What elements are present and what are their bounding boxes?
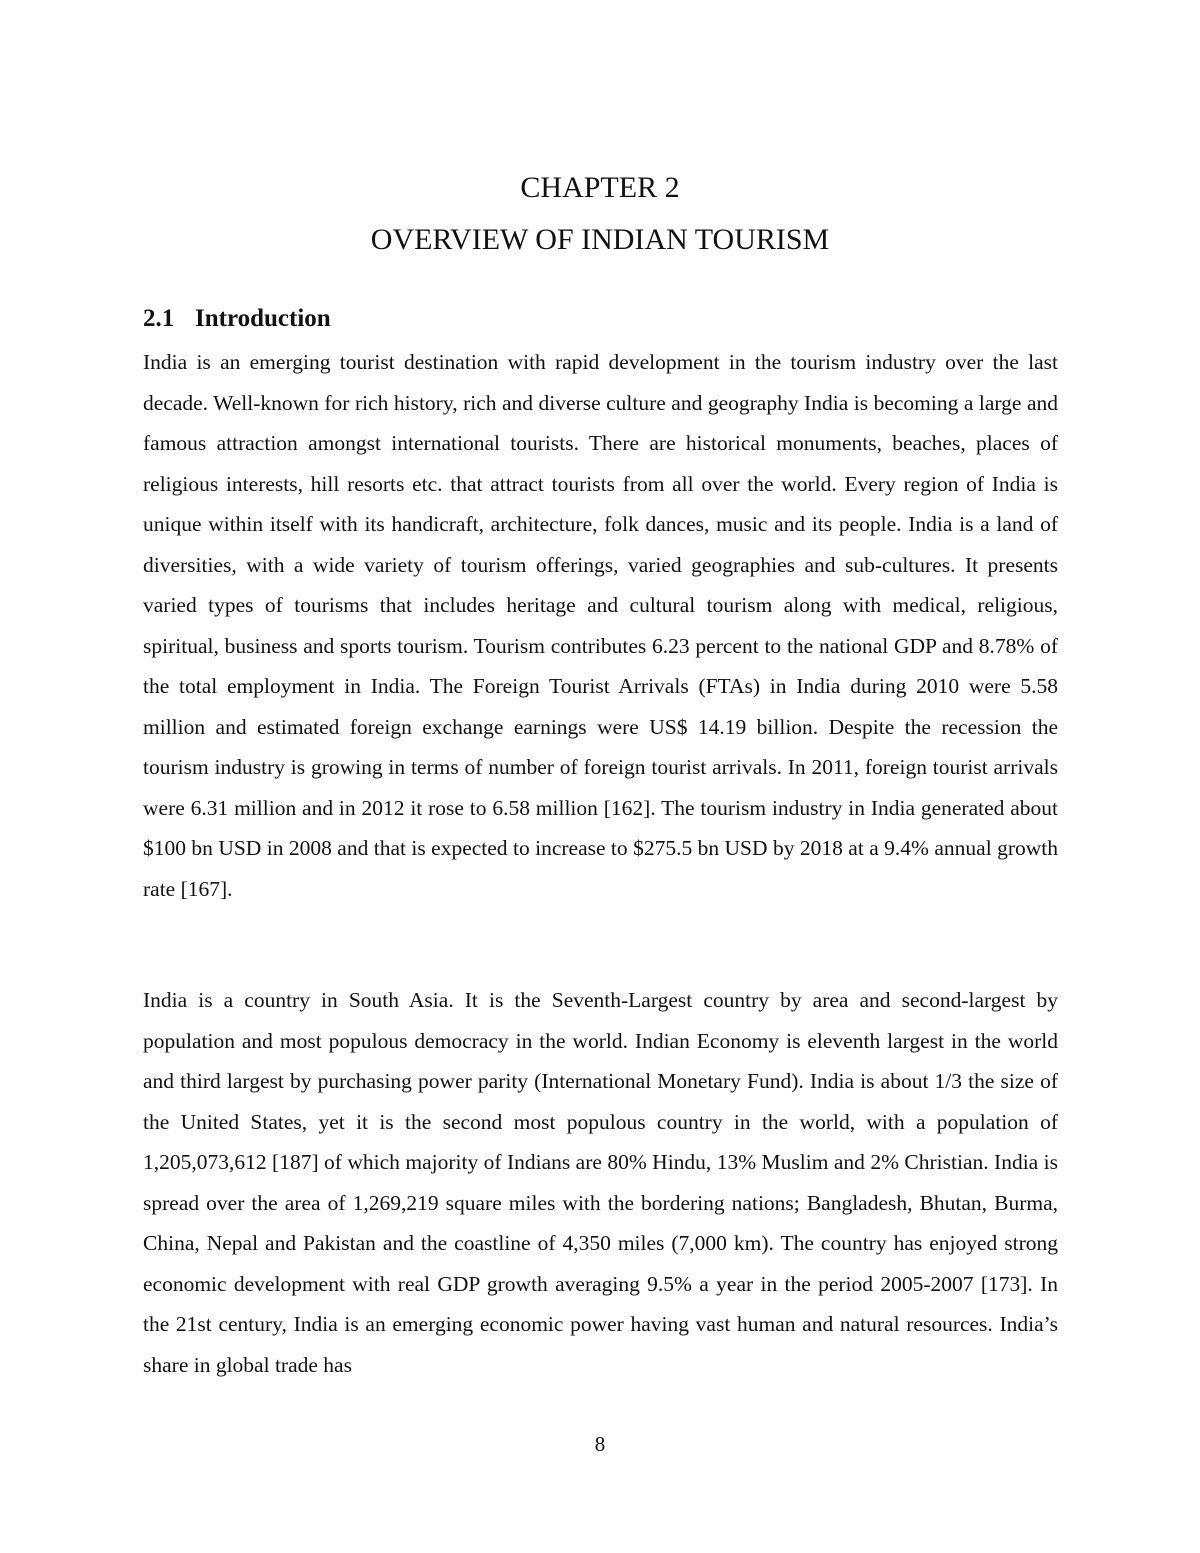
chapter-label: CHAPTER 2 [520, 171, 680, 204]
page-number: 8 [594, 1432, 606, 1456]
section-heading [143, 302, 331, 336]
section-number: 2.1 [143, 305, 175, 332]
paragraph-country-overview: India is a country in South Asia. It is the Seventh-Largest country by area and second-largest by population and most populous democracy in the world. Indian Economy is eleventh largest in the world and third largest by purchasing power parity (International Monetary Fund). India is about 1/3 the size of the United States, yet it is the second most populous country in the world, with a population of 1,205,073,612 [187] of which majority of Indians are 80% Hindu, 13% Muslim and 2% Christian. India is spread over the area of 1,269,219 square miles with the bordering nations; Bangladesh, Bhutan, Burma, China, Nepal and Pakistan and the coastline of 4,350 miles (7,000 km). The country has enjoyed strong economic development with real GDP growth averaging 9.5% a year in the period 2005-2007 [173]. In the 21st century, India is an emerging economic power having vast human and natural resources. India’s share in global trade has [143, 988, 1058, 1377]
section-title: Introduction [195, 305, 331, 332]
paragraph-introduction: India is an emerging tourist destination with rapid development in the tourism industry over the last decade. Well-known for rich history, rich and diverse culture and geography India is becoming a large and famous attraction amongst international tourists. There are historical monuments, beaches, places of religious interests, hill resorts etc. that attract tourists from all over the world. Every region of India is unique within itself with its handicraft, architecture, folk dances, music and its people. India is a land of diversities, with a wide variety of tourism offerings, varied geographies and sub-cultures. It presents varied types of tourisms that includes heritage and cultural tourism along with medical, religious, spiritual, business and sports tourism. Tourism contributes 6.23 percent to the national GDP and 8.78% of the total employment in India. The Foreign Tourist Arrivals (FTAs) in India during 2010 were 5.58 million and estimated foreign exchange earnings were US$ 14.19 billion. Despite the recession the tourism industry is growing in terms of number of foreign tourist arrivals. In 2011, foreign tourist arrivals were 6.31 million and in 2012 it rose to 6.58 million [162]. The tourism industry in India generated about $100 bn USD in 2008 and that is expected to increase to $275.5 bn USD by 2018 at a 9.4% annual growth rate [167]. [143, 350, 1058, 901]
chapter-title: OVERVIEW OF INDIAN TOURISM [370, 223, 830, 256]
